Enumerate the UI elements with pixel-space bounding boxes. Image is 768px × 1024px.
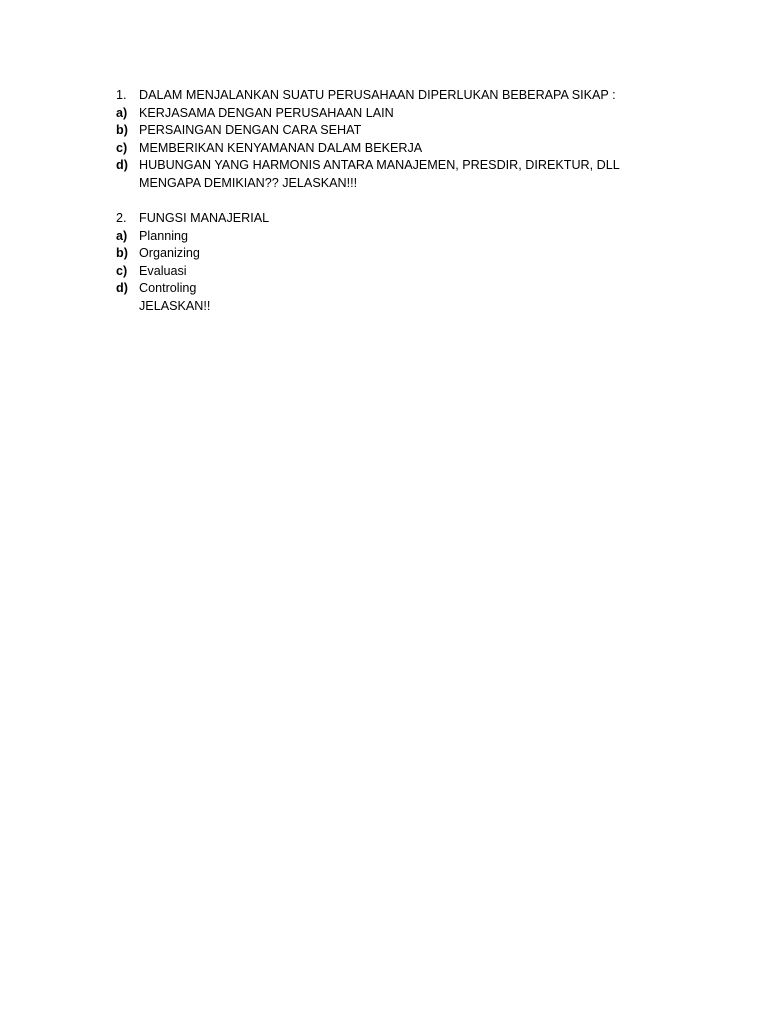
list-item-marker: a) [116,105,128,120]
list-item-text: KERJASAMA DENGAN PERUSAHAAN LAIN [139,105,394,120]
list-item [116,122,676,140]
list-item-text: MEMBERIKAN KENYAMANAN DALAM BEKERJA [139,140,423,155]
list-item-text: PERSAINGAN DENGAN CARA SEHAT [139,123,362,138]
list-item [116,263,676,281]
question-instruction: MENGAPA DEMIKIAN?? JELASKAN!!! [139,175,358,190]
question-heading: DALAM MENJALANKAN SUATU PERUSAHAAN DIPERLUKAN BEBERAPA SIKAP : [139,88,616,102]
question-1 [116,87,676,193]
list-item-text: Controling [139,281,197,296]
list-item-marker: d) [116,158,128,173]
list-item-marker: c) [116,263,128,278]
question-instruction: JELASKAN!! [139,298,211,313]
list-item-text: Organizing [139,246,200,261]
question-2-heading-line [116,210,676,228]
question-heading: FUNGSI MANAJERIAL [139,211,270,225]
question-number: 1. [116,88,127,102]
list-item [116,140,676,158]
question-2-instruction-line [116,298,676,316]
question-number: 2. [116,211,127,225]
list-item-marker: d) [116,281,128,296]
question-2 [116,210,676,316]
list-item [116,228,676,246]
list-item [116,157,676,175]
list-item-marker: c) [116,140,128,155]
list-item-text: HUBUNGAN YANG HARMONIS ANTARA MANAJEMEN, PRESDIR, DIREKTUR, DLL [139,158,620,173]
list-item [116,280,676,298]
list-item [116,245,676,263]
list-item-text: Evaluasi [139,263,187,278]
list-item-marker: b) [116,246,128,261]
question-1-instruction-line [116,175,676,193]
list-item-text: Planning [139,228,189,243]
list-item-marker: b) [116,123,128,138]
list-item [116,105,676,123]
question-1-heading-line [116,87,676,105]
list-item-marker: a) [116,228,128,243]
